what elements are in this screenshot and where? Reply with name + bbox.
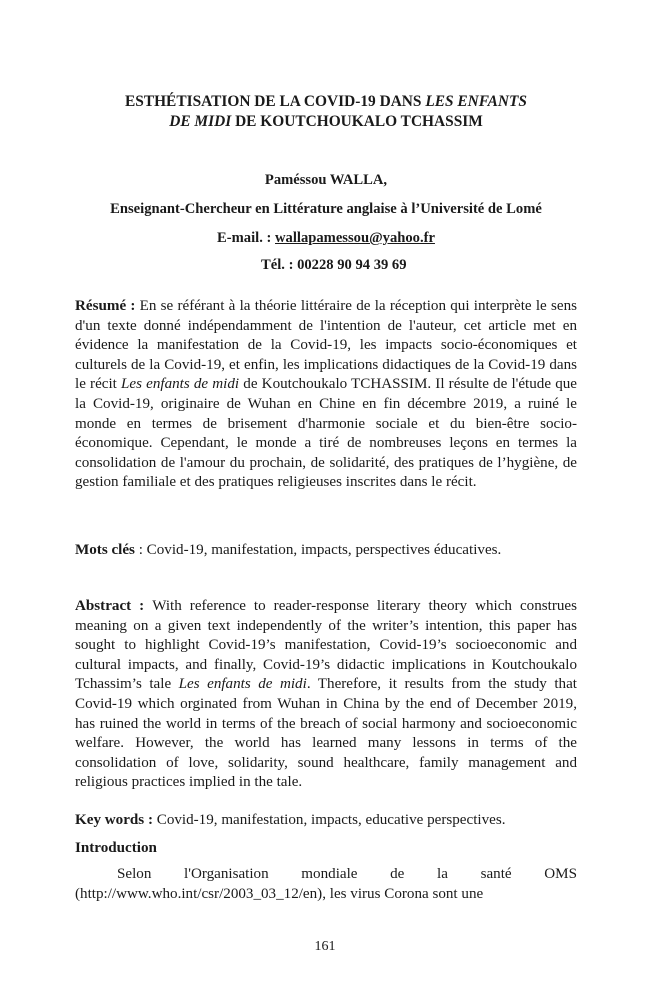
resume-italic: Les enfants de midi bbox=[121, 376, 240, 393]
abstract-label: Abstract : bbox=[75, 598, 153, 614]
resume-label: Résumé : bbox=[75, 298, 140, 314]
abstract-text-2: . Therefore, it results from the study that Covid-19 which orginated from Wuhan in China by the end of December 2019, has ruined the world in terms of the breach of social harmony and socioeconomic welfare. However, the world has learned many lessons in terms of the consolidation of love, solidarity, sound healthcare, family management and religious practices implied in the tale. bbox=[75, 676, 577, 791]
key-words-paragraph bbox=[75, 811, 577, 831]
resume-text-1: En se référant à la théorie littéraire de la réception qui interprète le sens d'un texte donné indépendamment de l'intention de l'auteur, cet article met en évidence la manifestation de la Covid-19, les impacts socio-économiques et culturels de la Covid-19, et enfin, les implications didactiques de la Covid-19 dans le récit bbox=[75, 298, 577, 393]
title-italic-1: LES ENFANTS bbox=[425, 93, 527, 110]
author-name: Paméssou WALLA, bbox=[264, 172, 388, 188]
title-text-2: DE KOUTCHOUKALO TCHASSIM bbox=[231, 113, 483, 130]
mots-cles-label: Mots clés bbox=[75, 542, 135, 558]
mots-cles-paragraph bbox=[75, 541, 577, 561]
author-tel: Tél. : 00228 90 94 39 69 bbox=[261, 257, 407, 273]
resume-paragraph bbox=[75, 297, 577, 493]
mots-cles-text: : Covid-19, manifestation, impacts, perspectives éducatives. bbox=[134, 542, 502, 558]
page-number: 161 bbox=[314, 939, 336, 954]
introduction-paragraph: Selon l'Organisation mondiale de la santé OMS (http://www.who.int/csr/2003_03_12/en), les virus Corona sont une bbox=[75, 866, 577, 902]
key-words-label: Key words : bbox=[75, 812, 157, 828]
abstract-paragraph bbox=[75, 597, 577, 793]
article-title bbox=[75, 92, 577, 132]
email-label: E-mail. : bbox=[217, 230, 276, 246]
author-email-line bbox=[75, 229, 577, 247]
key-words-text: Covid-19, manifestation, impacts, educative perspectives. bbox=[156, 812, 506, 828]
email-link[interactable]: wallapamessou@yahoo.fr bbox=[275, 230, 435, 246]
abstract-italic: Les enfants de midi bbox=[178, 676, 307, 693]
introduction-heading: Introduction bbox=[75, 840, 157, 856]
title-text: ESTHÉTISATION DE LA COVID-19 DANS bbox=[125, 93, 426, 110]
author-affiliation: Enseignant-Chercheur en Littérature anglaise à l’Université de Lomé bbox=[110, 201, 542, 217]
abstract-text-1: With reference to reader-response literary theory which construes meaning on a given text independently of the writer’s intention, this paper has sought to highlight Covid-19’s manifestation, Covid-19’s socioeconomic and cultural impacts, and finally, Covid-19’s didactic implications in Koutchoukalo Tchassim’s tale bbox=[75, 598, 577, 693]
title-italic-2: DE MIDI bbox=[169, 113, 232, 130]
resume-text-2: de Koutchoukalo TCHASSIM. Il résulte de l'étude que la Covid-19, originaire de Wuhan en Chine en fin décembre 2019, a ruiné le monde en termes de brisement d'harmonie sociale et du bien-être socio-économique. Cependant, le monde a tiré de nombreuses leçons en termes la consolidation de l'amour du prochain, de solidarité, des pratiques de l’hygiène, de gestion familiale et des pratiques religieuses inscrites dans le récit. bbox=[75, 376, 577, 491]
